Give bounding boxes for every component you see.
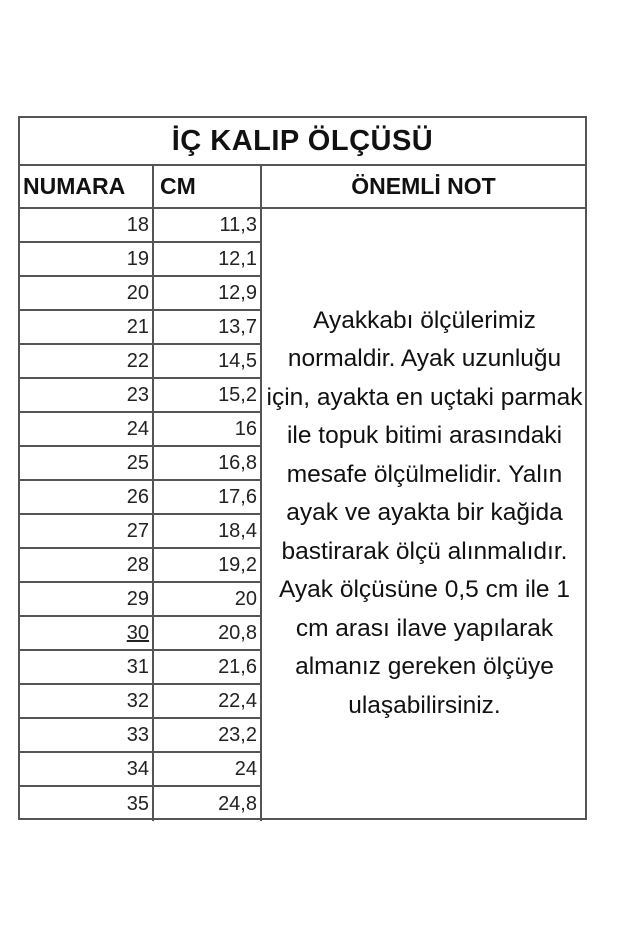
size-number-cell: 33 xyxy=(20,719,154,751)
size-number-cell xyxy=(20,617,154,649)
table-row xyxy=(20,447,262,481)
size-number-cell: 20 xyxy=(20,277,154,309)
size-cm-cell: 18,4 xyxy=(154,515,262,547)
size-cm-cell: 22,4 xyxy=(154,685,262,717)
table-row xyxy=(20,549,262,583)
table-row xyxy=(20,787,262,821)
table-row xyxy=(20,583,262,617)
size-cm-cell: 24 xyxy=(154,753,262,785)
size-number-cell: 31 xyxy=(20,651,154,683)
size-number-cell: 35 xyxy=(20,787,154,821)
size-number-cell: 32 xyxy=(20,685,154,717)
size-number-cell: 23 xyxy=(20,379,154,411)
table-row xyxy=(20,753,262,787)
size-number-cell: 21 xyxy=(20,311,154,343)
table-row xyxy=(20,515,262,549)
size-cm-cell: 16 xyxy=(154,413,262,445)
size-number-cell: 28 xyxy=(20,549,154,581)
size-cm-cell: 11,3 xyxy=(154,209,262,241)
size-cm-cell: 13,7 xyxy=(154,311,262,343)
table-row xyxy=(20,413,262,447)
table-row xyxy=(20,379,262,413)
size-chart-table xyxy=(18,116,587,820)
size-cm-cell: 14,5 xyxy=(154,345,262,377)
size-number-cell: 18 xyxy=(20,209,154,241)
size-cm-cell: 12,9 xyxy=(154,277,262,309)
table-row xyxy=(20,481,262,515)
size-number-cell: 29 xyxy=(20,583,154,615)
table-row xyxy=(20,311,262,345)
table-row xyxy=(20,209,262,243)
size-cm-cell: 16,8 xyxy=(154,447,262,479)
size-number-cell: 34 xyxy=(20,753,154,785)
table-row xyxy=(20,617,262,651)
size-number-cell: 26 xyxy=(20,481,154,513)
table-title: İÇ KALIP ÖLÇÜSÜ xyxy=(20,118,585,166)
table-row xyxy=(20,685,262,719)
size-number-cell: 27 xyxy=(20,515,154,547)
header-cm: CM xyxy=(154,166,262,207)
size-cm-cell: 15,2 xyxy=(154,379,262,411)
size-cm-cell: 23,2 xyxy=(154,719,262,751)
header-note: ÖNEMLİ NOT xyxy=(351,173,496,199)
size-number-cell: 22 xyxy=(20,345,154,377)
size-cm-cell: 20 xyxy=(154,583,262,615)
size-rows xyxy=(20,209,262,821)
size-cm-cell: 12,1 xyxy=(154,243,262,275)
size-number-text: 30 xyxy=(126,621,149,644)
size-cm-cell: 21,6 xyxy=(154,651,262,683)
header-number: NUMARA xyxy=(20,166,154,207)
size-number-cell: 24 xyxy=(20,413,154,445)
size-cm-cell: 19,2 xyxy=(154,549,262,581)
table-row xyxy=(20,719,262,753)
size-cm-cell: 17,6 xyxy=(154,481,262,513)
size-number-cell: 19 xyxy=(20,243,154,275)
size-cm-cell: 24,8 xyxy=(154,787,262,821)
size-cm-cell: 20,8 xyxy=(154,617,262,649)
important-note-text: Ayakkabı ölçülerimiz normaldir. Ayak uzunluğu için, ayakta en uçtaki parmak ile topuk bitimi arasındaki mesafe ölçülmelidir. Yalın ayak ve ayakta bir kağida bastirarak ölçü alınmalıdır. Ayak ölçüsüne 0,5 cm ile 1 cm arası ilave yapılarak almanız gereken ölçüye ulaşabilirsiniz. xyxy=(266,306,583,719)
header-row xyxy=(20,166,585,209)
table-row xyxy=(20,243,262,277)
table-row xyxy=(20,277,262,311)
table-row xyxy=(20,345,262,379)
table-row xyxy=(20,651,262,685)
size-number-cell: 25 xyxy=(20,447,154,479)
